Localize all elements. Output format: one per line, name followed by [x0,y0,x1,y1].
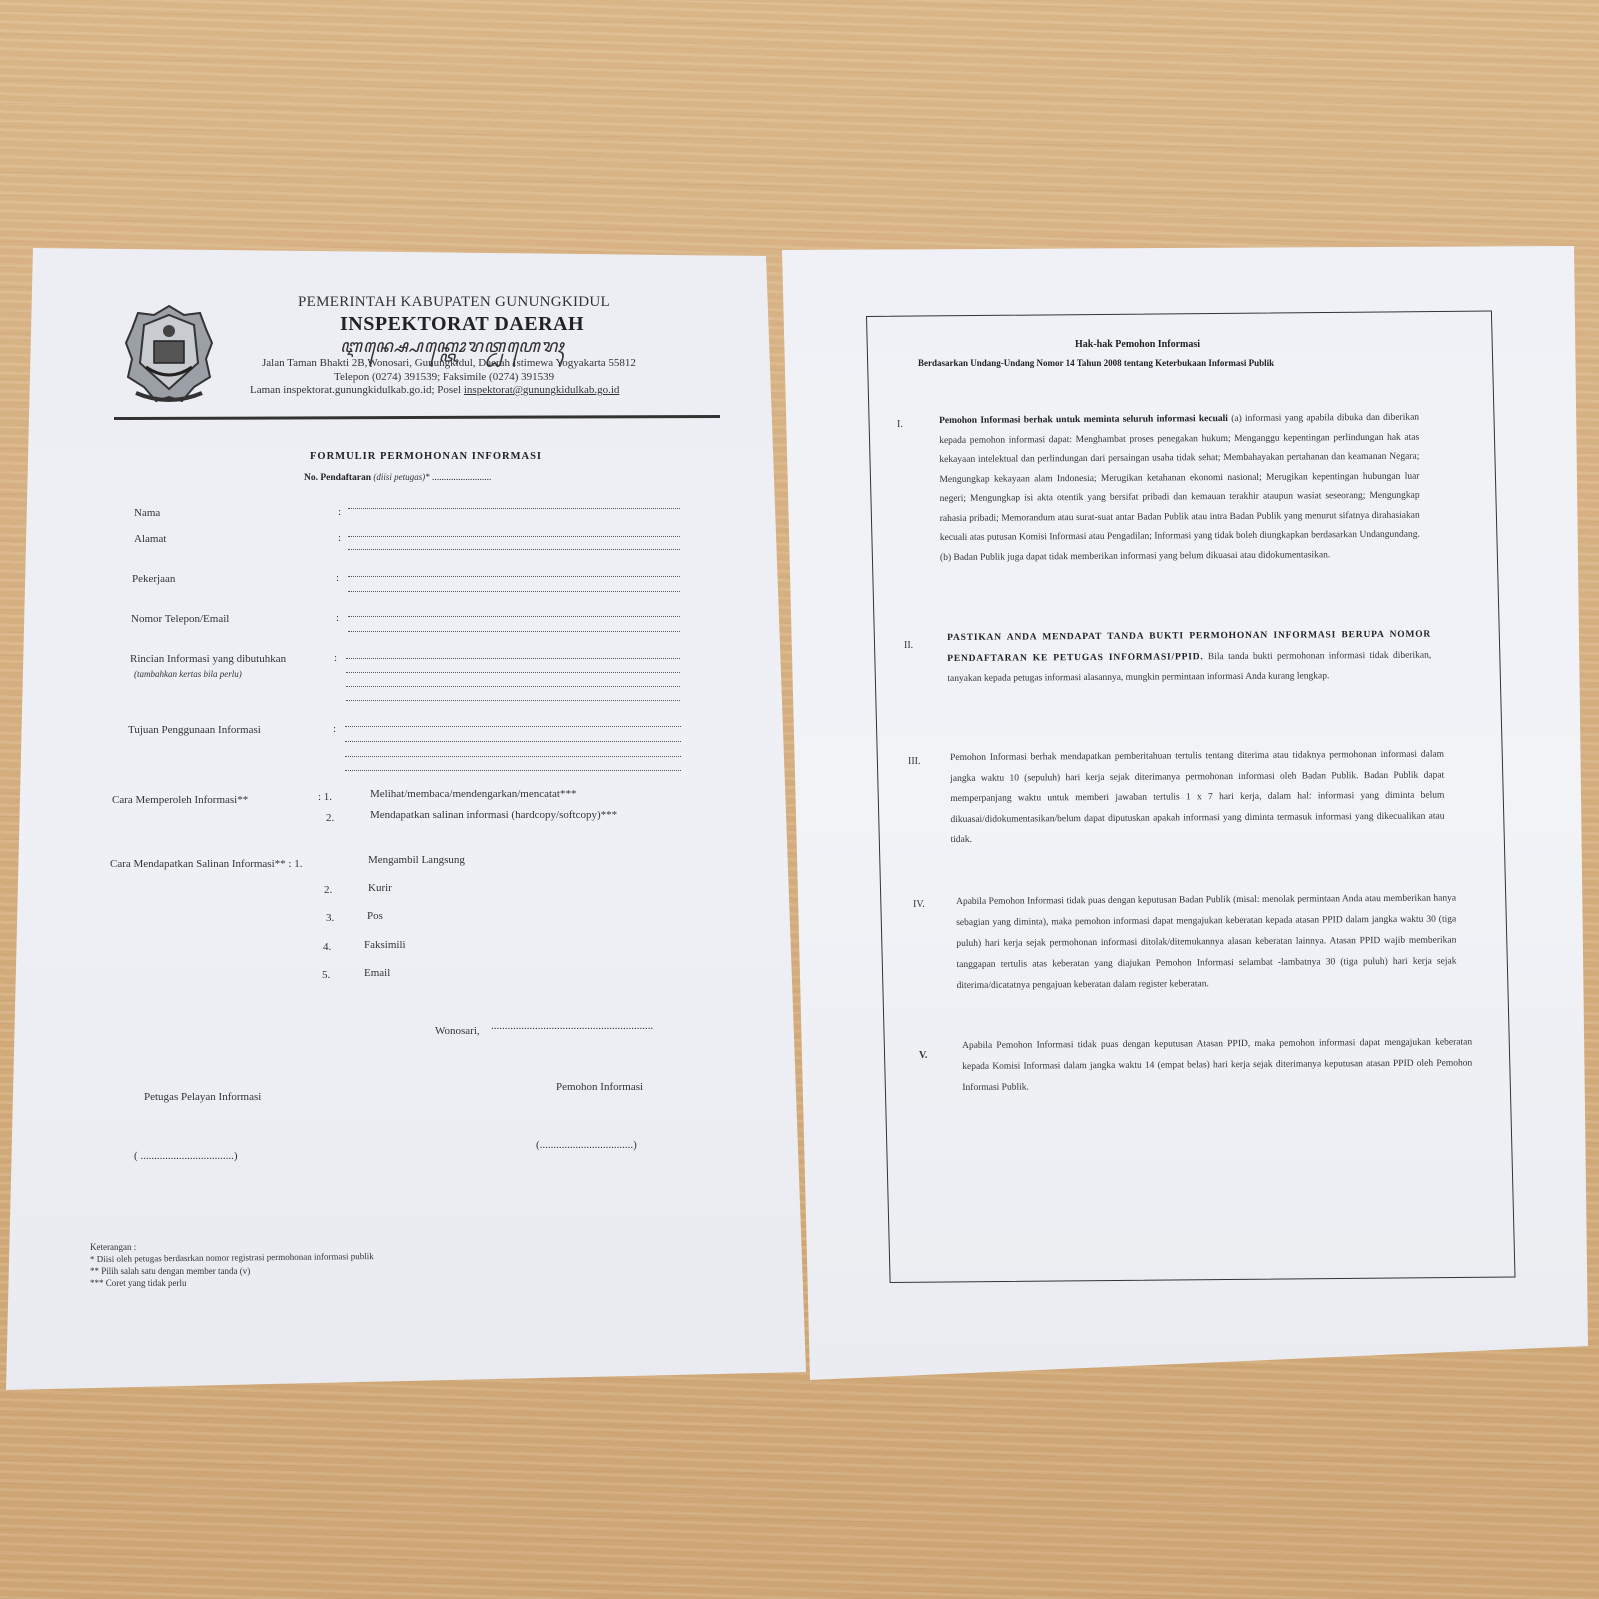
signer-pemohon-blank[interactable]: (..................................) [536,1139,637,1151]
agency-name: INSPEKTORAT DAERAH [340,313,585,335]
field-label-alamat: Alamat [134,533,167,545]
registration-label: No. Pendaftaran [304,473,372,483]
note-item: * Diisi oleh petugas berdasrkan nomor registrasi permohonan informasi publik [89,1251,374,1264]
option-number: 2. [324,884,333,896]
option-pos[interactable]: Pos [367,910,383,922]
section-text: Pemohon Informasi berhak mendapatkan pemberitahuan tertulis tentang diterima atau tidaknya permohonan informasi dalam jangka waktu 10 (sepuluh) hari kerja sejak diterimanya permohonan informasi oleh Badan Publik. Badan Publik dapat memperpanjang waktu untuk memberi jawaban tertulis 1 x 7 hari kerja, dalam hal: informasi yang diminta belum dikuasai/didokumentasikan/belum dapat diputuskan apakah informasi yang diminta termasuk informasi yang dikecualikan atau tidak. [950,749,1445,845]
option-number: 3. [326,912,335,924]
colon: : [338,506,342,518]
field-label-nama: Nama [134,507,161,519]
option-number: : 1. [318,791,333,803]
section-bold-lead: Pemohon Informasi berhak untuk meminta seluruh informasi kecuali [939,413,1228,426]
colon: : [333,723,337,735]
option-email[interactable]: Email [364,967,391,979]
web-prefix: Laman inspektorat.gunungkidulkab.go.id; Posel [250,384,464,396]
section-body [939,409,1420,568]
phone-line: Telepon (0274) 391539; Faksimile (0274) 391539 [334,371,555,383]
date-input-line[interactable]: ........................................................... [491,1020,654,1032]
section-number: II. [904,640,914,651]
option-kurir[interactable]: Kurir [368,882,392,894]
registration-dots: ......................... [432,473,492,483]
section-bold-lead: PASTIKAN ANDA MENDAPAT TANDA BUKTI PERMOHONAN INFORMASI BERUPA NOMOR PENDAFTARAN KE PETUGAS INFORMASI/PPID. [947,629,1432,664]
address-line: Jalan Taman Bhakti 2B,Wonosari, Gunungkidul, Daerah Istimewa Yogyakarta 55812 [262,357,636,369]
email-link[interactable]: inspektorat@gunungkidulkab.go.id [463,384,620,396]
section-body [947,625,1431,690]
option-salinan[interactable]: Mendapatkan salinan informasi (hardcopy/softcopy)*** [370,809,618,821]
option-faksimili[interactable]: Faksimili [364,939,406,951]
option-number: 4. [323,941,332,953]
section-text: Apabila Pemohon Informasi tidak puas dengan keputusan Atasan PPID, maka pemohon informasi dapat mengajukan keberatan kepada Komisi Informasi dalam jangka waktu 14 (empat belas) hari kerja sejak diterimanya keputusan atasan PPID oleh Pemohon Informasi Publik. [962,1037,1473,1093]
signer-petugas-blank[interactable]: ( ..................................) [134,1150,238,1162]
colon: : [336,572,340,584]
cara-memperoleh-label: Cara Memperoleh Informasi** [112,794,249,806]
section-body [956,889,1457,997]
place-label: Wonosari, [435,1025,480,1037]
signer-petugas-label: Petugas Pelayan Informasi [144,1091,262,1103]
colon: : [338,532,342,544]
option-number: 5. [322,969,331,981]
rights-subtitle: Berdasarkan Undang-Undang Nomor 14 Tahun 2008 tentang Keterbukaan Informasi Publik [918,358,1275,368]
section-number: V. [919,1050,928,1061]
section-text: (a) informasi yang apabila dibuka dan diberikan kepada pemohon informasi dapat: Menghambat proses penegakan hukum; Menganggu kepentingan perlindungan hak atas kekayaan intelektual dan perlindungan dari persaingan usaha tidak sehat; Membahayakan pertahanan dan keamanan Negara; Mengungkap kekayaan alam Indonesia; Merugikan ketahanan ekonomi nasional; Merugikan kepentingan hubungan luar negeri; Mengungkap isi akta otentik yang bersifat pribadi dan kemauan terakhir ataupun wasiat seseorang; Mengungkap rahasia pribadi; Memorandum atau surat-suat antar Badan Publik atau intra Badan Publik yang menurut sifatnya dirahasiakan kecuali atas putusan Komisi Informasi atau Pengadilan; Informasi yang tidak boleh diungkapkan berdasarkan Undangundang. (b) Badan Publik juga dapat tidak memberikan informasi yang belum dikuasai atau didokumentasikan. [939,412,1420,563]
field-label-telepon: Nomor Telepon/Email [131,613,230,625]
section-body [962,1032,1472,1099]
form-title: FORMULIR PERMOHONAN INFORMASI [310,451,542,462]
javanese-script: ꦆꦤ꧀ꦱ꧀ꦥꦺꦏ꧀ꦠꦺꦴꦫꦠ꧀ꦝꦲꦺꦫꦃ [340,336,565,356]
cara-salinan-label: Cara Mendapatkan Salinan Informasi** : 1. [110,858,303,870]
field-label-tujuan: Tujuan Penggunaan Informasi [128,724,261,736]
section-text: Bila tanda bukti permohonan informasi tidak diberikan, tanyakan kepada petugas informasi alasannya, mungkin permintaan informasi Anda kurang lengkap. [947,650,1432,684]
section-number: III. [908,756,921,767]
section-number: I. [897,419,903,430]
section-body [950,745,1445,851]
colon: : [336,612,340,624]
option-melihat[interactable]: Melihat/membaca/mendengarkan/mencatat*** [370,788,577,800]
section-number: IV. [913,899,925,910]
government-name: PEMERINTAH KABUPATEN GUNUNGKIDUL [298,294,611,310]
option-mengambil-langsung[interactable]: Mengambil Langsung [368,854,465,866]
field-note-rincian: (tambahkan kertas bila perlu) [134,669,242,679]
section-text: Apabila Pemohon Informasi tidak puas dengan keputusan Badan Publik (misal: menolak permintaan Anda atau memberikan hanya sebagian yang diminta), maka pemohon informasi dapat mengajukan keberatan kepada atasan PPID dalam jangka waktu 30 (tiga puluh) hari kerja sejak permohonan informasi ditolak/ditemukannya alasan keberatan lainnya. Atasan PPID wajib memberikan tanggapan tertulis atas keberatan yang diajukan Pemohon Informasi selambat -lambatnya 30 (tiga puluh) hari kerja sejak diterima/dicatatnya pengajuan keberatan dalam register keberatan. [956,893,1457,991]
registration-note: (diisi petugas)* [373,472,430,482]
signer-pemohon-label: Pemohon Informasi [556,1081,644,1093]
field-label-pekerjaan: Pekerjaan [132,573,176,585]
note-item: *** Coret yang tidak perlu [90,1278,187,1288]
note-item: ** Pilih salah satu dengan member tanda (v) [90,1266,251,1276]
option-number: 2. [326,812,335,824]
notes-title: Keterangan : [90,1242,137,1252]
colon: : [334,652,338,664]
rights-title: Hak-hak Pemohon Informasi [1075,339,1201,350]
field-label-rincian: Rincian Informasi yang dibutuhkan [130,653,287,665]
